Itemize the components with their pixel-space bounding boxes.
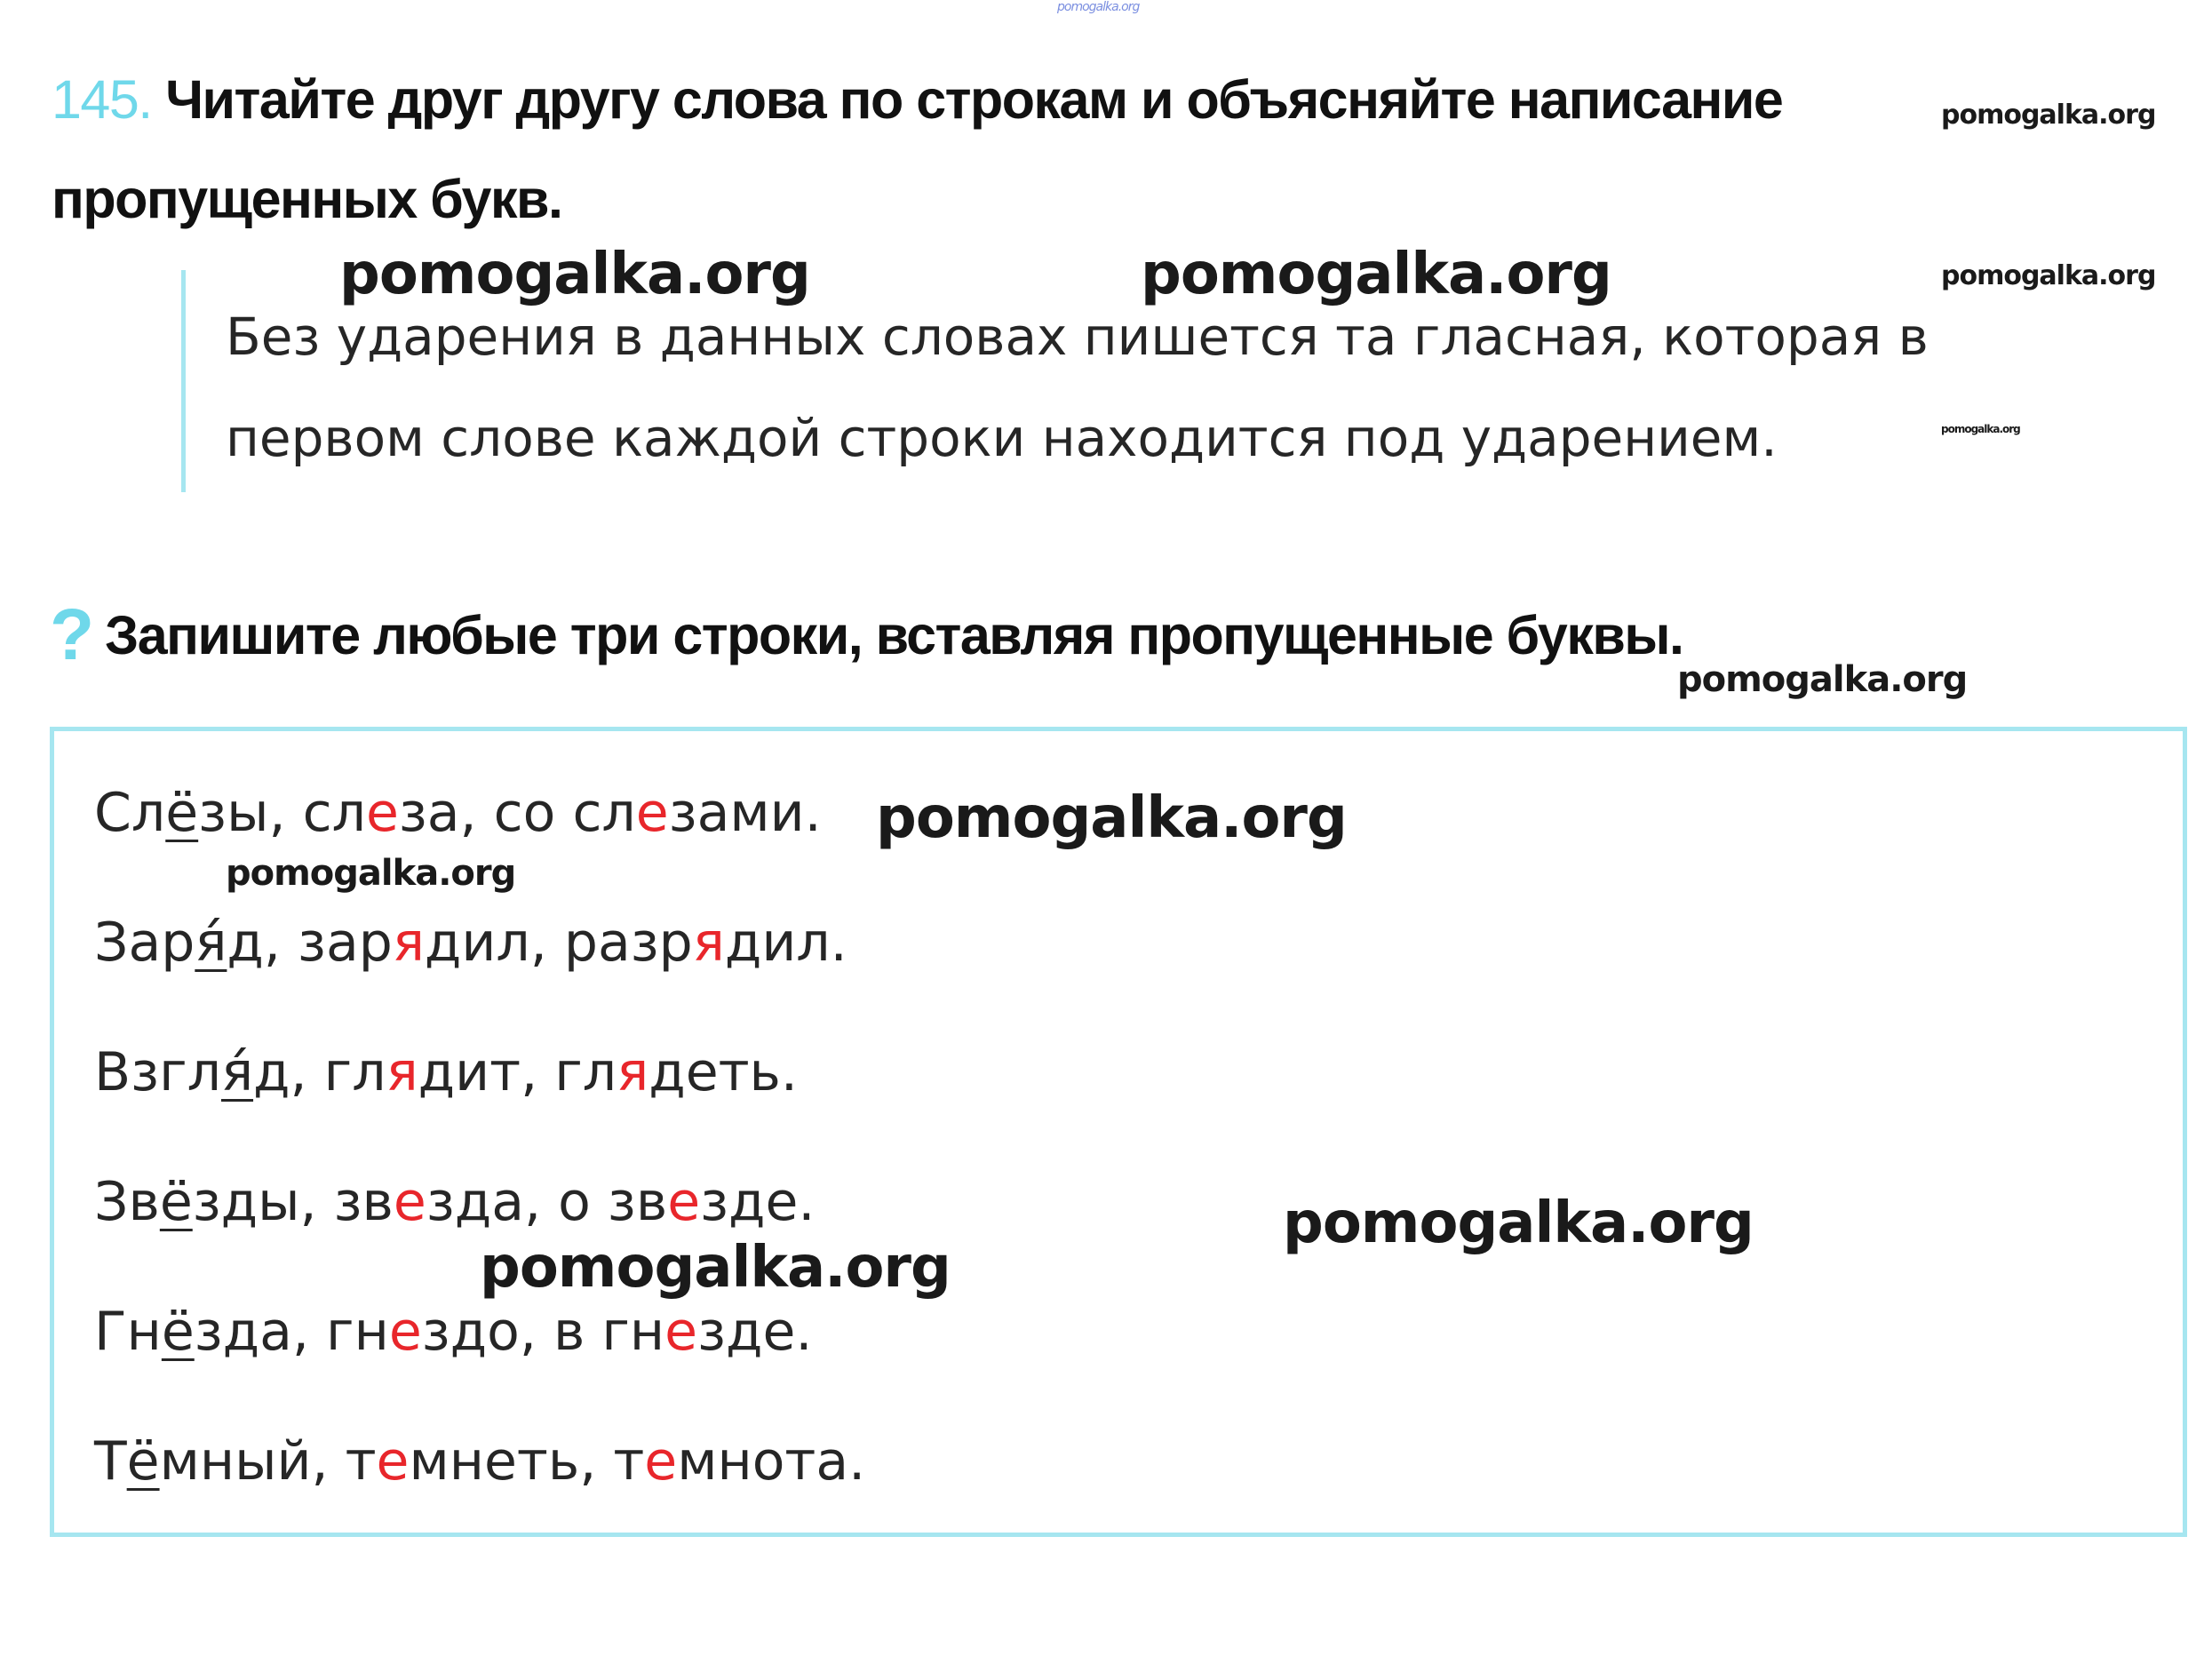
unstressed-vowel: е	[388, 1301, 422, 1363]
answer-text: за, со сл	[398, 782, 636, 844]
watermark-top: pomogalka.org	[1057, 0, 1140, 14]
watermark: pomogalka.org	[1941, 423, 2020, 435]
answer-text: зы, сл	[198, 782, 366, 844]
answer-line	[94, 1171, 816, 1233]
answer-text: Т	[94, 1430, 127, 1493]
answer-text: деть.	[648, 1041, 798, 1103]
question-mark-icon: ?	[50, 594, 95, 675]
answer-line	[94, 1430, 865, 1493]
answer-text: зда, о зв	[426, 1171, 668, 1233]
watermark: pomogalka.org	[1141, 242, 1611, 307]
answer-text: дит, гл	[418, 1041, 617, 1103]
answer-text: дил, разр	[424, 912, 693, 974]
unstressed-vowel: е	[365, 782, 399, 844]
answer-text: Взгл	[94, 1041, 221, 1103]
unstressed-vowel: я	[617, 1041, 649, 1103]
watermark: pomogalka.org	[876, 785, 1347, 851]
explanation-text: Без ударения в данных словах пишется та гласная, которая в первом слове каждой строки находится под ударением.	[226, 307, 1929, 468]
unstressed-vowel: е	[664, 1301, 698, 1363]
answer-text: Гн	[94, 1301, 162, 1363]
watermark: pomogalka.org	[226, 853, 516, 894]
answer-text: зды, зв	[192, 1171, 394, 1233]
answer-text: Сл	[94, 782, 166, 844]
unstressed-vowel: я	[692, 912, 725, 974]
unstressed-vowel: е	[635, 782, 669, 844]
stressed-vowel: ё	[126, 1430, 160, 1493]
task-number: 145.	[52, 69, 152, 130]
task-text: Читайте друг другу слова по строкам и объясняйте написание пропущенных букв.	[52, 69, 1783, 229]
stressed-vowel: ё	[165, 782, 199, 844]
answer-line	[94, 1041, 798, 1103]
stressed-vowel: ё	[161, 1301, 195, 1363]
unstressed-vowel: е	[393, 1171, 426, 1233]
answer-text: д, зар	[227, 912, 393, 974]
answer-text: Зар	[94, 912, 195, 974]
answer-text: мнота.	[677, 1430, 866, 1493]
answer-text: зде.	[697, 1301, 813, 1363]
answer-text: мный, т	[159, 1430, 377, 1493]
unstressed-vowel: я	[386, 1041, 418, 1103]
answer-text: дил.	[724, 912, 847, 974]
unstressed-vowel: е	[644, 1430, 678, 1493]
stressed-vowel: я́	[195, 912, 227, 974]
quote-bar	[181, 270, 186, 492]
answer-text: мнеть, т	[409, 1430, 645, 1493]
watermark: pomogalka.org	[480, 1235, 951, 1301]
answer-text: Зв	[94, 1171, 160, 1233]
answer-line	[94, 782, 822, 844]
watermark: pomogalka.org	[339, 242, 810, 307]
answer-line	[94, 1301, 812, 1363]
unstressed-vowel: е	[667, 1171, 701, 1233]
watermark: pomogalka.org	[1941, 260, 2156, 291]
unstressed-vowel: е	[376, 1430, 410, 1493]
answer-line	[94, 912, 847, 974]
unstressed-vowel: я	[392, 912, 425, 974]
task-title	[52, 50, 1917, 249]
answer-text: зда, гн	[194, 1301, 389, 1363]
watermark: pomogalka.org	[1941, 100, 2156, 131]
stressed-vowel: я́	[220, 1041, 254, 1103]
answer-text: д, гл	[253, 1041, 386, 1103]
answer-text: здо, в гн	[421, 1301, 665, 1363]
answer-text: зами.	[668, 782, 822, 844]
watermark: pomogalka.org	[1677, 659, 1968, 700]
stressed-vowel: ё	[159, 1171, 193, 1233]
answer-text: зде.	[700, 1171, 816, 1233]
question-text: Запишите любые три строки, вставляя пропущенные буквы.	[105, 605, 1683, 665]
watermark: pomogalka.org	[1283, 1190, 1754, 1256]
